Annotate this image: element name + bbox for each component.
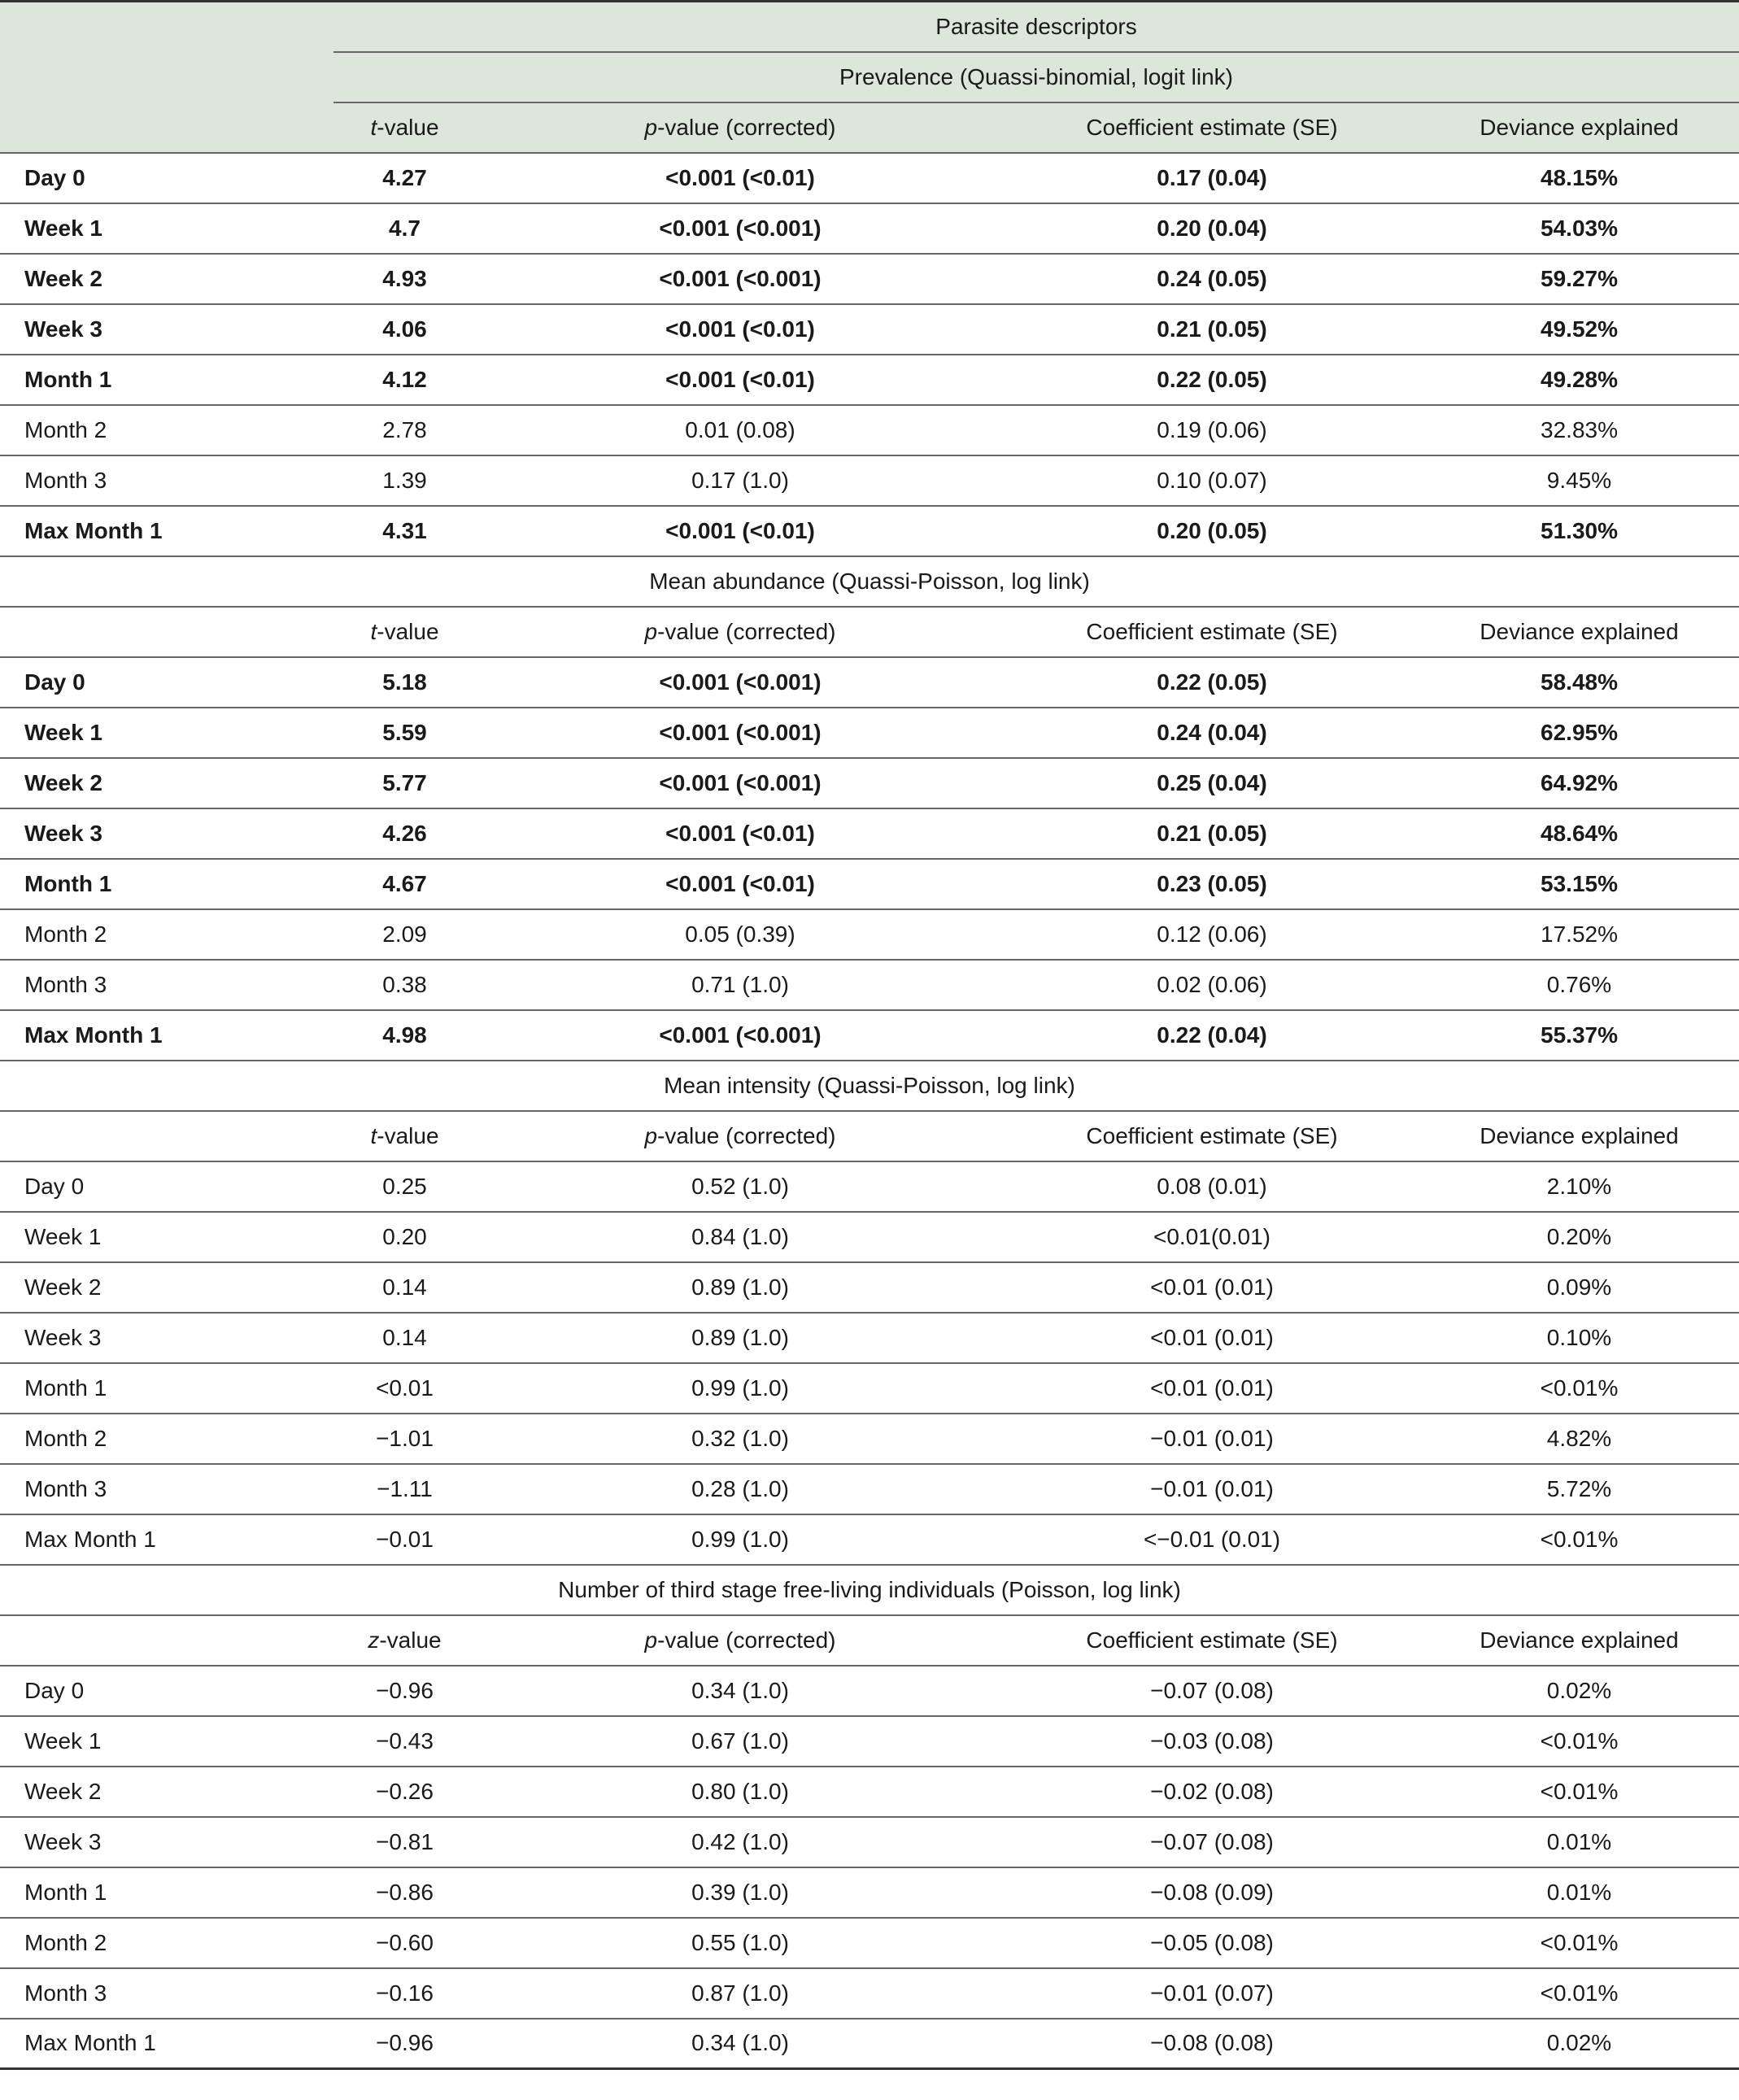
cell-stat: −0.60 xyxy=(333,1918,476,1968)
cell-p-value: <0.001 (<0.01) xyxy=(476,153,1005,203)
col-head-stat: z-value xyxy=(333,1615,476,1666)
cell-coefficient: 0.21 (0.05) xyxy=(1005,808,1419,859)
row-label: Max Month 1 xyxy=(0,506,333,556)
table-row xyxy=(0,1464,1739,1514)
cell-stat: 4.31 xyxy=(333,506,476,556)
row-label: Month 2 xyxy=(0,1918,333,1968)
cell-stat: 1.39 xyxy=(333,455,476,506)
row-label: Month 3 xyxy=(0,1968,333,2019)
cell-p-value: 0.39 (1.0) xyxy=(476,1867,1005,1918)
row-label: Week 2 xyxy=(0,758,333,808)
cell-coefficient: 0.24 (0.05) xyxy=(1005,254,1419,304)
col-head-p: p-value (corrected) xyxy=(476,1111,1005,1161)
col-head-p: p-value (corrected) xyxy=(476,1615,1005,1666)
cell-deviance: 0.01% xyxy=(1419,1817,1739,1867)
cell-stat: 2.78 xyxy=(333,405,476,455)
cell-stat: 4.27 xyxy=(333,153,476,203)
row-label: Month 3 xyxy=(0,1464,333,1514)
row-label: Max Month 1 xyxy=(0,2019,333,2069)
row-label: Month 3 xyxy=(0,455,333,506)
table-row xyxy=(0,2019,1739,2069)
row-label: Week 2 xyxy=(0,254,333,304)
cell-stat: −0.96 xyxy=(333,1666,476,1716)
cell-stat: −1.01 xyxy=(333,1414,476,1464)
table-row xyxy=(0,758,1739,808)
cell-deviance: 32.83% xyxy=(1419,405,1739,455)
row-label: Week 3 xyxy=(0,304,333,355)
cell-p-value: 0.28 (1.0) xyxy=(476,1464,1005,1514)
cell-stat: 5.77 xyxy=(333,758,476,808)
cell-p-value: <0.001 (<0.001) xyxy=(476,254,1005,304)
cell-p-value: 0.99 (1.0) xyxy=(476,1363,1005,1414)
cell-coefficient: 0.22 (0.04) xyxy=(1005,1010,1419,1061)
table-row xyxy=(0,1817,1739,1867)
cell-stat: 0.25 xyxy=(333,1161,476,1212)
cell-stat: 0.14 xyxy=(333,1262,476,1313)
cell-deviance: <0.01% xyxy=(1419,1918,1739,1968)
table-row xyxy=(0,1363,1739,1414)
cell-stat: −0.26 xyxy=(333,1767,476,1817)
cell-p-value: 0.05 (0.39) xyxy=(476,909,1005,960)
cell-deviance: 48.15% xyxy=(1419,153,1739,203)
cell-coefficient: 0.17 (0.04) xyxy=(1005,153,1419,203)
cell-p-value: 0.34 (1.0) xyxy=(476,2019,1005,2069)
cell-stat: 0.20 xyxy=(333,1212,476,1262)
cell-p-value: 0.89 (1.0) xyxy=(476,1262,1005,1313)
cell-p-value: <0.001 (<0.001) xyxy=(476,203,1005,254)
table-row xyxy=(0,506,1739,556)
row-label: Month 2 xyxy=(0,1414,333,1464)
col-head-dev: Deviance explained xyxy=(1419,1615,1739,1666)
table-row xyxy=(0,808,1739,859)
cell-deviance: <0.01% xyxy=(1419,1716,1739,1767)
cell-deviance: 2.10% xyxy=(1419,1161,1739,1212)
col-head-dev: Deviance explained xyxy=(1419,1111,1739,1161)
cell-coefficient: −0.07 (0.08) xyxy=(1005,1817,1419,1867)
cell-p-value: <0.001 (<0.01) xyxy=(476,355,1005,405)
cell-p-value: <0.001 (<0.01) xyxy=(476,506,1005,556)
cell-p-value: <0.001 (<0.001) xyxy=(476,657,1005,708)
table-row xyxy=(0,1867,1739,1918)
section-title: Mean abundance (Quassi-Poisson, log link) xyxy=(0,556,1739,607)
table-row xyxy=(0,1514,1739,1565)
cell-deviance: 0.76% xyxy=(1419,960,1739,1010)
table-row xyxy=(0,405,1739,455)
cell-p-value: <0.001 (<0.01) xyxy=(476,808,1005,859)
row-label: Month 1 xyxy=(0,1867,333,1918)
row-label: Month 2 xyxy=(0,405,333,455)
cell-coefficient: 0.23 (0.05) xyxy=(1005,859,1419,909)
cell-stat: 5.59 xyxy=(333,708,476,758)
table-row xyxy=(0,657,1739,708)
section-column-header-row xyxy=(0,607,1739,657)
col-head-dev: Deviance explained xyxy=(1419,102,1739,153)
section-title: Number of third stage free-living individuals (Poisson, log link) xyxy=(0,1565,1739,1615)
cell-coefficient: −0.08 (0.08) xyxy=(1005,2019,1419,2069)
row-label: Day 0 xyxy=(0,153,333,203)
cell-p-value: 0.89 (1.0) xyxy=(476,1313,1005,1363)
section-title-prevalence: Prevalence (Quassi-binomial, logit link) xyxy=(333,52,1739,102)
row-label: Week 1 xyxy=(0,203,333,254)
cell-deviance: 0.01% xyxy=(1419,1867,1739,1918)
cell-p-value: 0.99 (1.0) xyxy=(476,1514,1005,1565)
section-title: Mean intensity (Quassi-Poisson, log link) xyxy=(0,1061,1739,1111)
cell-coefficient: 0.12 (0.06) xyxy=(1005,909,1419,960)
cell-coefficient: 0.10 (0.07) xyxy=(1005,455,1419,506)
section-header-blank xyxy=(0,1111,333,1161)
cell-deviance: 49.52% xyxy=(1419,304,1739,355)
cell-stat: 4.67 xyxy=(333,859,476,909)
cell-deviance: 0.09% xyxy=(1419,1262,1739,1313)
table-row xyxy=(0,355,1739,405)
col-head-coef: Coefficient estimate (SE) xyxy=(1005,1111,1419,1161)
cell-p-value: <0.001 (<0.01) xyxy=(476,304,1005,355)
table-row xyxy=(0,859,1739,909)
cell-stat: 4.12 xyxy=(333,355,476,405)
header-parasite-descriptors: Parasite descriptors xyxy=(333,2,1739,52)
cell-deviance: 48.64% xyxy=(1419,808,1739,859)
section-column-header-row xyxy=(0,1111,1739,1161)
cell-stat: −0.81 xyxy=(333,1817,476,1867)
table-row xyxy=(0,304,1739,355)
cell-coefficient: −0.07 (0.08) xyxy=(1005,1666,1419,1716)
cell-stat: 4.98 xyxy=(333,1010,476,1061)
cell-deviance: 58.48% xyxy=(1419,657,1739,708)
row-label: Day 0 xyxy=(0,1161,333,1212)
cell-coefficient: 0.19 (0.06) xyxy=(1005,405,1419,455)
cell-deviance: 62.95% xyxy=(1419,708,1739,758)
table-row xyxy=(0,153,1739,203)
cell-deviance: 0.10% xyxy=(1419,1313,1739,1363)
row-label: Week 2 xyxy=(0,1262,333,1313)
table-row xyxy=(0,1716,1739,1767)
cell-deviance: 0.02% xyxy=(1419,2019,1739,2069)
cell-stat: <0.01 xyxy=(333,1363,476,1414)
cell-p-value: 0.34 (1.0) xyxy=(476,1666,1005,1716)
cell-p-value: 0.01 (0.08) xyxy=(476,405,1005,455)
header-row-top xyxy=(0,2,1739,52)
table-row xyxy=(0,254,1739,304)
table-row xyxy=(0,1313,1739,1363)
table-row xyxy=(0,1262,1739,1313)
col-head-stat: t-value xyxy=(333,102,476,153)
header-corner-cell xyxy=(0,2,333,153)
section-column-header-row xyxy=(0,1615,1739,1666)
cell-coefficient: −0.05 (0.08) xyxy=(1005,1918,1419,1968)
table-row xyxy=(0,1212,1739,1262)
cell-deviance: 49.28% xyxy=(1419,355,1739,405)
cell-deviance: 59.27% xyxy=(1419,254,1739,304)
cell-stat: −1.11 xyxy=(333,1464,476,1514)
table-row xyxy=(0,1161,1739,1212)
table-row xyxy=(0,708,1739,758)
cell-coefficient: −0.01 (0.01) xyxy=(1005,1414,1419,1464)
cell-stat: −0.43 xyxy=(333,1716,476,1767)
cell-stat: 4.26 xyxy=(333,808,476,859)
cell-coefficient: 0.25 (0.04) xyxy=(1005,758,1419,808)
row-label: Week 1 xyxy=(0,1716,333,1767)
col-head-p: p-value (corrected) xyxy=(476,102,1005,153)
cell-coefficient: <0.01 (0.01) xyxy=(1005,1363,1419,1414)
row-label: Month 1 xyxy=(0,355,333,405)
cell-coefficient: −0.01 (0.01) xyxy=(1005,1464,1419,1514)
row-label: Month 1 xyxy=(0,859,333,909)
cell-deviance: 0.20% xyxy=(1419,1212,1739,1262)
section-title-row xyxy=(0,556,1739,607)
cell-deviance: 9.45% xyxy=(1419,455,1739,506)
col-head-stat: t-value xyxy=(333,1111,476,1161)
cell-stat: 4.06 xyxy=(333,304,476,355)
cell-p-value: 0.52 (1.0) xyxy=(476,1161,1005,1212)
table-row xyxy=(0,1666,1739,1716)
row-label: Week 3 xyxy=(0,1313,333,1363)
cell-p-value: 0.17 (1.0) xyxy=(476,455,1005,506)
row-label: Week 2 xyxy=(0,1767,333,1817)
cell-stat: 0.14 xyxy=(333,1313,476,1363)
cell-coefficient: 0.20 (0.05) xyxy=(1005,506,1419,556)
cell-coefficient: 0.02 (0.06) xyxy=(1005,960,1419,1010)
table-row xyxy=(0,455,1739,506)
row-label: Max Month 1 xyxy=(0,1514,333,1565)
cell-p-value: 0.55 (1.0) xyxy=(476,1918,1005,1968)
row-label: Week 1 xyxy=(0,708,333,758)
cell-p-value: 0.67 (1.0) xyxy=(476,1716,1005,1767)
cell-deviance: 53.15% xyxy=(1419,859,1739,909)
table-row xyxy=(0,1968,1739,2019)
col-head-coef: Coefficient estimate (SE) xyxy=(1005,102,1419,153)
table-row xyxy=(0,1918,1739,1968)
cell-coefficient: 0.21 (0.05) xyxy=(1005,304,1419,355)
cell-deviance: 17.52% xyxy=(1419,909,1739,960)
cell-coefficient: −0.08 (0.09) xyxy=(1005,1867,1419,1918)
table-row xyxy=(0,203,1739,254)
cell-deviance: 5.72% xyxy=(1419,1464,1739,1514)
row-label: Month 2 xyxy=(0,909,333,960)
section-title-row xyxy=(0,1565,1739,1615)
row-label: Max Month 1 xyxy=(0,1010,333,1061)
table-row xyxy=(0,1010,1739,1061)
section-header-blank xyxy=(0,607,333,657)
cell-deviance: 55.37% xyxy=(1419,1010,1739,1061)
cell-p-value: 0.84 (1.0) xyxy=(476,1212,1005,1262)
cell-coefficient: 0.08 (0.01) xyxy=(1005,1161,1419,1212)
table-header xyxy=(0,2,1739,153)
cell-deviance: 64.92% xyxy=(1419,758,1739,808)
cell-p-value: <0.001 (<0.001) xyxy=(476,758,1005,808)
table-row xyxy=(0,909,1739,960)
cell-p-value: 0.42 (1.0) xyxy=(476,1817,1005,1867)
cell-deviance: <0.01% xyxy=(1419,1363,1739,1414)
cell-deviance: 51.30% xyxy=(1419,506,1739,556)
cell-stat: 0.38 xyxy=(333,960,476,1010)
col-head-stat: t-value xyxy=(333,607,476,657)
cell-coefficient: <0.01 (0.01) xyxy=(1005,1262,1419,1313)
cell-stat: −0.96 xyxy=(333,2019,476,2069)
cell-coefficient: −0.02 (0.08) xyxy=(1005,1767,1419,1817)
cell-coefficient: <0.01 (0.01) xyxy=(1005,1313,1419,1363)
cell-coefficient: <0.01(0.01) xyxy=(1005,1212,1419,1262)
cell-coefficient: 0.22 (0.05) xyxy=(1005,657,1419,708)
row-label: Day 0 xyxy=(0,657,333,708)
cell-coefficient: 0.20 (0.04) xyxy=(1005,203,1419,254)
cell-p-value: 0.71 (1.0) xyxy=(476,960,1005,1010)
row-label: Week 3 xyxy=(0,808,333,859)
cell-p-value: 0.87 (1.0) xyxy=(476,1968,1005,2019)
cell-stat: 4.7 xyxy=(333,203,476,254)
cell-deviance: 0.02% xyxy=(1419,1666,1739,1716)
cell-deviance: <0.01% xyxy=(1419,1968,1739,2019)
row-label: Week 1 xyxy=(0,1212,333,1262)
cell-coefficient: 0.22 (0.05) xyxy=(1005,355,1419,405)
cell-deviance: <0.01% xyxy=(1419,1767,1739,1817)
row-label: Month 1 xyxy=(0,1363,333,1414)
cell-stat: 5.18 xyxy=(333,657,476,708)
section-title-row xyxy=(0,1061,1739,1111)
cell-deviance: 4.82% xyxy=(1419,1414,1739,1464)
table-row xyxy=(0,960,1739,1010)
cell-p-value: 0.32 (1.0) xyxy=(476,1414,1005,1464)
row-label: Month 3 xyxy=(0,960,333,1010)
cell-stat: 2.09 xyxy=(333,909,476,960)
cell-coefficient: −0.03 (0.08) xyxy=(1005,1716,1419,1767)
cell-coefficient: 0.24 (0.04) xyxy=(1005,708,1419,758)
cell-p-value: <0.001 (<0.01) xyxy=(476,859,1005,909)
col-head-dev: Deviance explained xyxy=(1419,607,1739,657)
table-row xyxy=(0,1414,1739,1464)
row-label: Week 3 xyxy=(0,1817,333,1867)
cell-coefficient: −0.01 (0.07) xyxy=(1005,1968,1419,2019)
cell-p-value: 0.80 (1.0) xyxy=(476,1767,1005,1817)
cell-coefficient: <−0.01 (0.01) xyxy=(1005,1514,1419,1565)
cell-stat: −0.16 xyxy=(333,1968,476,2019)
col-head-coef: Coefficient estimate (SE) xyxy=(1005,1615,1419,1666)
table-body xyxy=(0,153,1739,2069)
cell-stat: 4.93 xyxy=(333,254,476,304)
cell-deviance: 54.03% xyxy=(1419,203,1739,254)
section-header-blank xyxy=(0,1615,333,1666)
cell-deviance: <0.01% xyxy=(1419,1514,1739,1565)
cell-stat: −0.01 xyxy=(333,1514,476,1565)
table-row xyxy=(0,1767,1739,1817)
col-head-p: p-value (corrected) xyxy=(476,607,1005,657)
cell-stat: −0.86 xyxy=(333,1867,476,1918)
cell-p-value: <0.001 (<0.001) xyxy=(476,708,1005,758)
col-head-coef: Coefficient estimate (SE) xyxy=(1005,607,1419,657)
row-label: Day 0 xyxy=(0,1666,333,1716)
cell-p-value: <0.001 (<0.001) xyxy=(476,1010,1005,1061)
